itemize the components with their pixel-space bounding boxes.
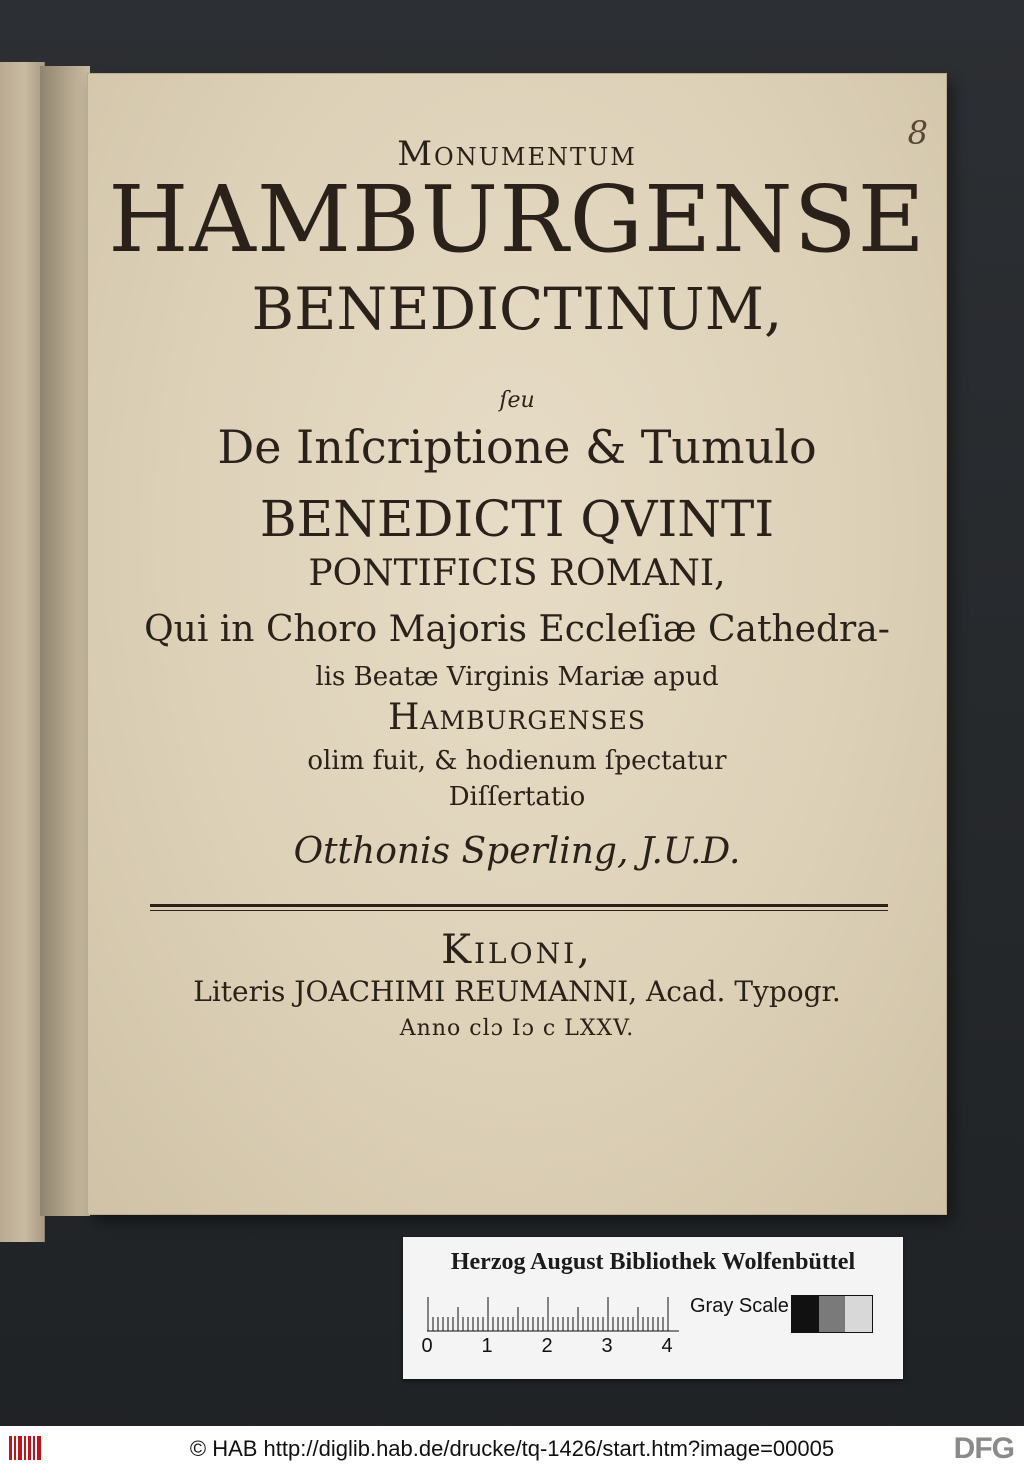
title-line-seu: ſeu xyxy=(499,388,535,413)
footer-bar xyxy=(0,1426,1024,1470)
title-line-hamburgense: HAMBURGENSE xyxy=(108,166,926,273)
centimeter-ruler xyxy=(427,1293,679,1333)
title-line-de-inscriptione: De Inſcriptione & Tumulo xyxy=(217,420,817,474)
imprint-place: Kiloni, xyxy=(441,927,593,973)
title-line-dissertatio: Diſſertatio xyxy=(448,782,586,812)
imprint-printer: Literis JOACHIMI REUMANNI, Acad. Typogr. xyxy=(193,975,841,1008)
title-line-benedictinum: BENEDICTINUM, xyxy=(251,275,783,343)
title-line-hamburgenses: Hamburgenses xyxy=(388,697,646,738)
title-line-qui-in-choro: Qui in Choro Majoris Eccleſiæ Cathedra- xyxy=(144,609,890,650)
grayscale-label: Gray Scale xyxy=(690,1295,789,1317)
ruler-label-0: 0 xyxy=(421,1335,433,1357)
grayscale-patch-mid xyxy=(819,1296,846,1332)
ruler-label-3: 3 xyxy=(601,1335,613,1357)
grayscale-bar xyxy=(791,1295,873,1333)
target-library-name: Herzog August Bibliothek Wolfenbüttel xyxy=(450,1249,856,1275)
title-line-monumentum: Monumentum xyxy=(397,134,637,174)
copyright-url-text: © HAB http://diglib.hab.de/drucke/tq-1426/start.htm?image=00005 xyxy=(189,1436,835,1461)
dfg-logo: DFG xyxy=(953,1432,1014,1465)
title-line-benedicti-quinti: BENEDICTI QVINTI xyxy=(259,490,775,548)
title-line-olim-fuit: olim fuit, & hodienum ſpectatur xyxy=(307,746,727,776)
previous-page-edge xyxy=(40,66,90,1216)
double-rule-divider xyxy=(150,904,888,911)
imprint-year: Anno clɔ Iɔ c LXXV. xyxy=(399,1016,635,1041)
grayscale-patch-light xyxy=(845,1296,872,1332)
ruler-label-2: 2 xyxy=(541,1335,553,1357)
color-scale-target xyxy=(403,1237,903,1379)
ruler-label-4: 4 xyxy=(661,1335,673,1357)
shelfmark-annotation: 8 xyxy=(907,114,928,152)
title-line-lis-beatae: lis Beatæ Virginis Mariæ apud xyxy=(315,662,719,692)
author-line: Otthonis Sperling, J.U.D. xyxy=(293,831,741,872)
grayscale-patch-dark xyxy=(792,1296,819,1332)
book-spine xyxy=(0,62,45,1242)
title-page xyxy=(88,74,946,1214)
title-line-pontificis: PONTIFICIS ROMANI, xyxy=(308,553,726,594)
ruler-label-1: 1 xyxy=(481,1335,493,1357)
